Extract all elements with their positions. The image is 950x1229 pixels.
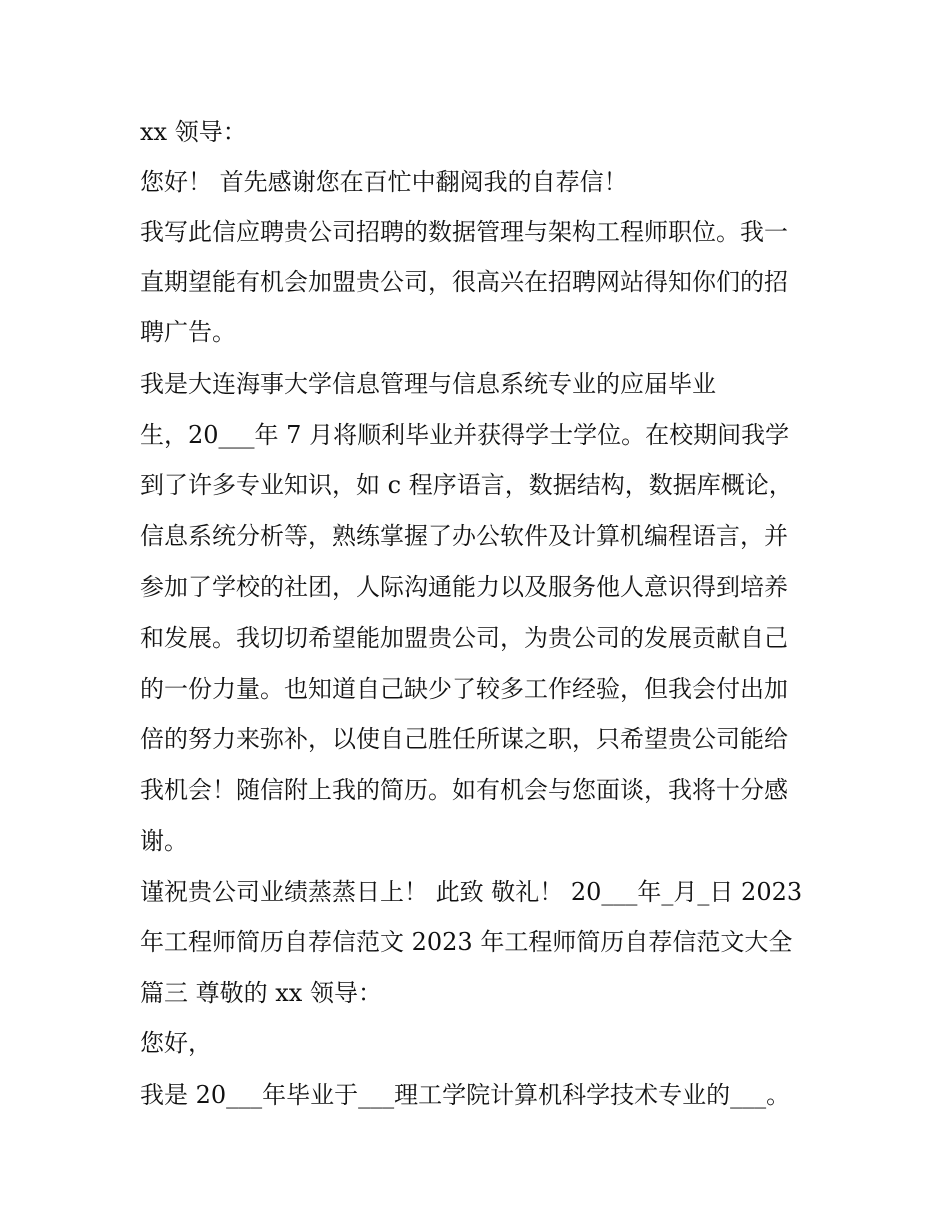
closing-line: 谨祝贵公司业绩蒸蒸日上！ 此致 敬礼！ 20___年_月_日 2023 bbox=[140, 878, 803, 906]
greeting-line: 您好！ 首先感谢您在百忙中翻阅我的自荐信！ bbox=[140, 168, 628, 196]
body-line: 我是 20___年毕业于___理工学院计算机科学技术专业的___。 bbox=[140, 1081, 791, 1109]
body-line: 生，20___年 7 月将顺利毕业并获得学士学位。在校期间我学 bbox=[140, 421, 790, 449]
body-line: 我是大连海事大学信息管理与信息系统专业的应届毕业 bbox=[140, 370, 716, 398]
body-line: 倍的努力来弥补，以使自己胜任所谋之职，只希望贵公司能给 bbox=[140, 725, 788, 753]
body-line: 谢。 bbox=[140, 827, 188, 855]
body-line: 直期望能有机会加盟贵公司，很高兴在招聘网站得知你们的招 bbox=[140, 268, 788, 296]
body-line: 聘广告。 bbox=[140, 318, 236, 346]
heading-line: 篇三 尊敬的 xx 领导： bbox=[140, 979, 382, 1007]
body-line: 到了许多专业知识，如 c 程序语言，数据结构，数据库概论， bbox=[140, 471, 793, 499]
body-line: 和发展。我切切希望能加盟贵公司，为贵公司的发展贡献自己 bbox=[140, 624, 788, 652]
body-line: 信息系统分析等，熟练掌握了办公软件及计算机编程语言，并 bbox=[140, 522, 788, 550]
body-line: 的一份力量。也知道自己缺少了较多工作经验，但我会付出加 bbox=[140, 675, 788, 703]
body-line: 我机会！随信附上我的简历。如有机会与您面谈，我将十分感 bbox=[140, 776, 788, 804]
body-line: 我写此信应聘贵公司招聘的数据管理与架构工程师职位。我一 bbox=[140, 218, 788, 246]
body-line: 参加了学校的社团，人际沟通能力以及服务他人意识得到培养 bbox=[140, 573, 788, 601]
salutation: xx 领导： bbox=[140, 118, 247, 146]
heading-line: 年工程师简历自荐信范文 2023 年工程师简历自荐信范文大全 bbox=[140, 928, 793, 956]
greeting-line: 您好， bbox=[140, 1029, 212, 1057]
